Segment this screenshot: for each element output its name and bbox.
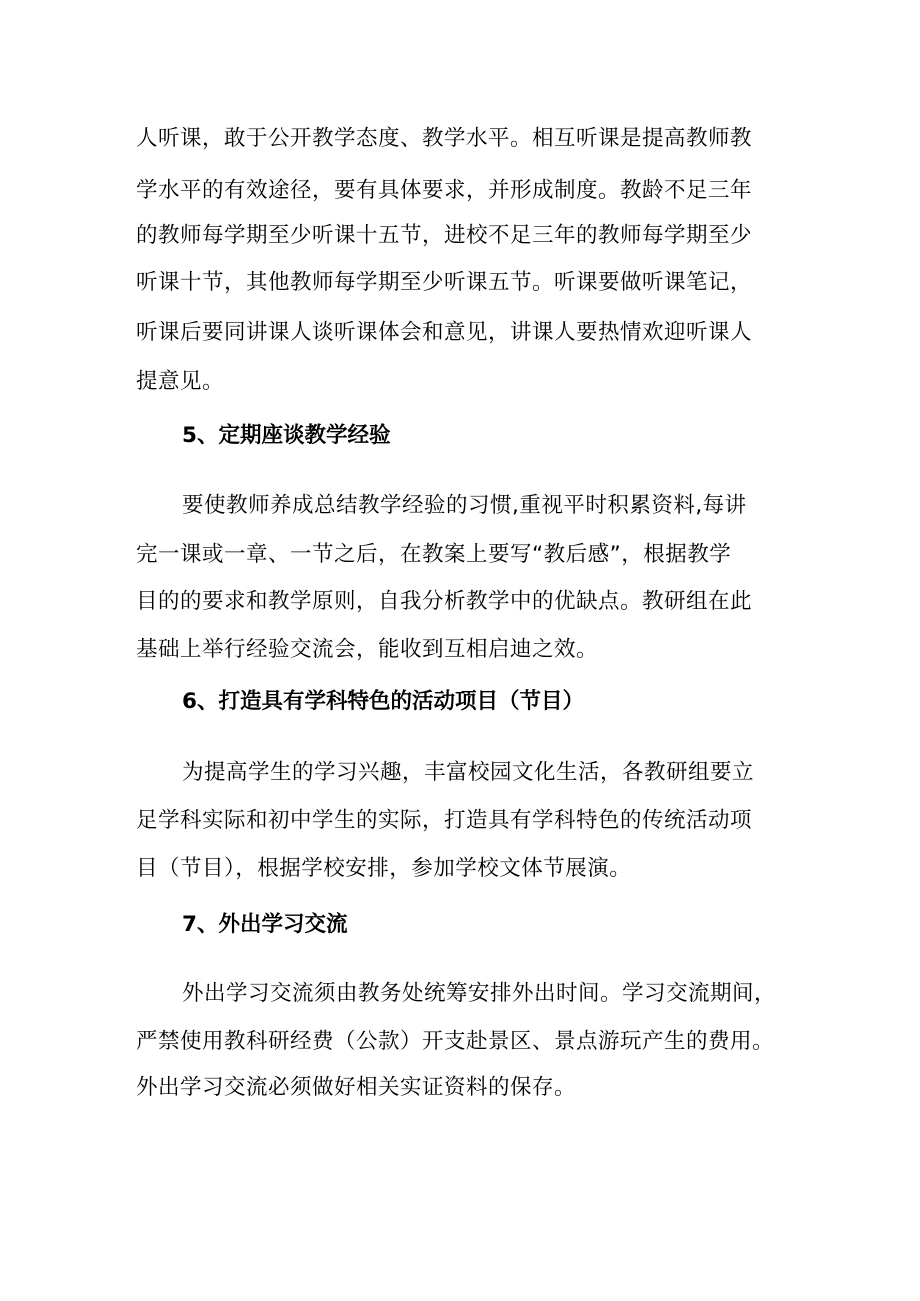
paragraph-line: 为提高学生的学习兴趣，丰富校园文化生活，各教研组要立 <box>182 760 755 785</box>
paragraph-line: 目（节目），根据学校安排，参加学校文体节展演。 <box>136 856 632 881</box>
paragraph-line: 要使教师养成总结教学经验的习惯,重视平时积累资料,每讲 <box>182 493 747 518</box>
paragraph-line: 完一课或一章、一节之后，在教案上要写“教后感”，根据教学 <box>136 542 732 567</box>
paragraph-line: 目的的要求和教学原则，自我分析教学中的优缺点。教研组在此 <box>136 589 753 614</box>
paragraph-line: 外出学习交流须由教务处统筹安排外出时间。学习交流期间， <box>182 981 777 1006</box>
paragraph-line: 严禁使用教科研经费（公款）开支赴景区、景点游玩产生的费用。 <box>136 1029 775 1054</box>
paragraph-line: 人听课，敢于公开教学态度、教学水平。相互听课是提高教师教 <box>136 126 753 151</box>
section-heading-7: 7、外出学习交流 <box>182 912 348 937</box>
paragraph-line: 提意见。 <box>136 369 225 394</box>
paragraph-line: 的教师每学期至少听课十五节，进校不足三年的教师每学期至少 <box>136 223 753 248</box>
section-heading-5: 5、定期座谈教学经验 <box>182 423 391 448</box>
paragraph-line: 基础上举行经验交流会，能收到互相启迪之效。 <box>136 637 599 662</box>
paragraph-line: 外出学习交流必须做好相关实证资料的保存。 <box>136 1075 577 1100</box>
paragraph-line: 学水平的有效途径，要有具体要求，并形成制度。教龄不足三年 <box>136 178 753 203</box>
paragraph-line: 听课后要同讲课人谈听课体会和意见，讲课人要热情欢迎听课人 <box>136 320 753 345</box>
section-heading-6: 6、打造具有学科特色的活动项目（节目） <box>182 689 584 714</box>
paragraph-line: 听课十节，其他教师每学期至少听课五节。听课要做听课笔记， <box>136 270 753 295</box>
paragraph-line: 足学科实际和初中学生的实际，打造具有学科特色的传统活动项 <box>136 808 753 833</box>
